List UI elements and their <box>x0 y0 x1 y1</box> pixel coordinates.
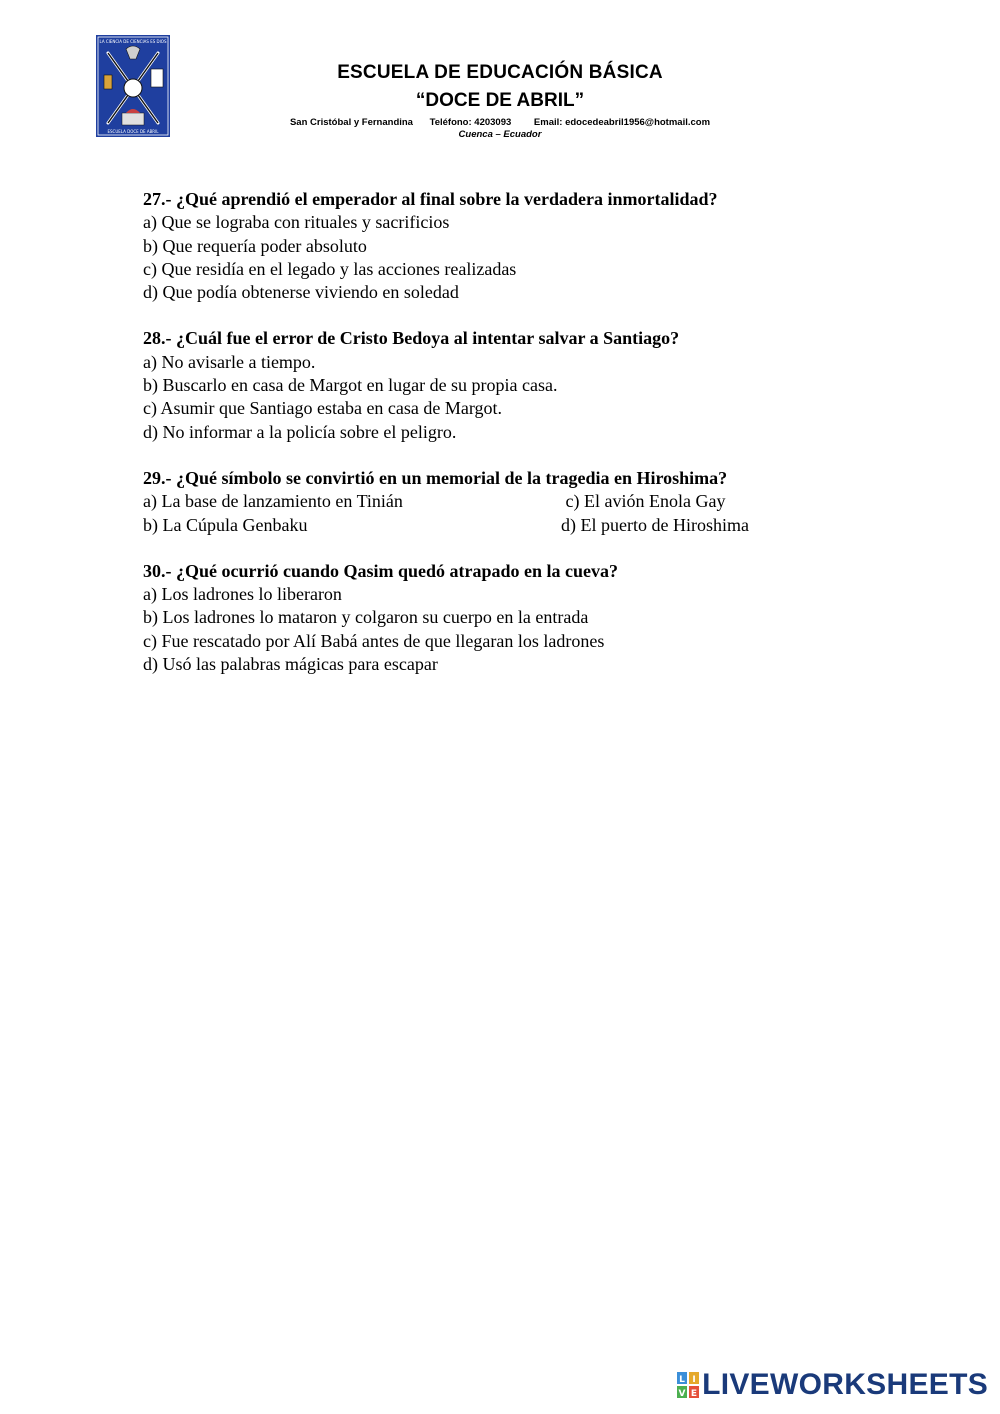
question-text: 27.- ¿Qué aprendió el emperador al final sobre la verdadera inmortalidad? <box>143 189 718 209</box>
city-text: Cuenca – Ecuador <box>458 129 542 140</box>
option-a: a) La base de lanzamiento en Tinián <box>143 491 403 512</box>
option-c: c) Que residía en el legado y las acciones realizadas <box>143 258 517 279</box>
question-30 <box>143 560 863 676</box>
question-text: 28.- ¿Cuál fue el error de Cristo Bedoya al intentar salvar a Santiago? <box>143 328 680 349</box>
school-type-title: ESCUELA DE EDUCACIÓN BÁSICA <box>337 62 663 83</box>
option-b: b) Que requería poder absoluto <box>143 235 367 256</box>
question-text: 30.- ¿Qué ocurrió cuando Qasim quedó atrapado en la cueva? <box>143 560 619 581</box>
liveworksheets-brand[interactable]: LIVEWORKSHEETS <box>702 1368 988 1401</box>
question-29 <box>143 467 863 537</box>
questions-list <box>143 188 863 699</box>
option-c: c) Fue rescatado por Alí Babá antes de que llegaran los ladrones <box>143 630 605 651</box>
badge-letter-e: E <box>691 1389 698 1398</box>
options-row-1 <box>143 490 863 513</box>
badge-letter-i: I <box>692 1375 696 1385</box>
option-c: c) Asumir que Santiago estaba en casa de Margot. <box>143 398 503 419</box>
option-b: b) Buscarlo en casa de Margot en lugar de su propia casa. <box>143 375 558 396</box>
badge-letter-l: L <box>679 1375 685 1385</box>
phone-text: Teléfono: 4203093 <box>429 117 512 128</box>
address-text: San Cristóbal y Fernandina <box>289 117 413 128</box>
option-b: b) La Cúpula Genbaku <box>143 514 308 535</box>
option-b: b) Los ladrones lo mataron y colgaron su cuerpo en la entrada <box>143 607 589 628</box>
school-logo <box>96 35 170 137</box>
liveworksheets-logo-icon <box>677 1372 699 1398</box>
contact-info <box>240 117 760 128</box>
question-text: 29.- ¿Qué símbolo se convirtió en un memorial de la tragedia en Hiroshima? <box>143 467 728 488</box>
option-a: a) Los ladrones lo liberaron <box>143 584 342 605</box>
option-d: d) Usó las palabras mágicas para escapar <box>143 654 438 675</box>
option-d: d) El puerto de Hiroshima <box>561 514 749 535</box>
badge-letter-v: V <box>678 1389 686 1398</box>
option-d: d) Que podía obtenerse viviendo en soledad <box>143 282 459 303</box>
option-a: a) Que se lograba con rituales y sacrificios <box>143 212 450 233</box>
liveworksheets-footer <box>677 1368 988 1402</box>
logo-bottom-text: ESCUELA DOCE DE ABRIL <box>107 129 159 134</box>
email-text: Email: edocedeabril1956@hotmail.com <box>533 117 711 128</box>
option-a: a) No avisarle a tiempo. <box>143 351 316 372</box>
logo-top-text: LA CIENCIA DE CIENCIAS ES DIOS <box>99 39 167 44</box>
question-28 <box>143 327 863 443</box>
school-name-title: “DOCE DE ABRIL” <box>415 90 585 111</box>
option-d: d) No informar a la policía sobre el peligro. <box>143 421 457 442</box>
option-c: c) El avión Enola Gay <box>561 491 726 512</box>
question-27 <box>143 188 863 304</box>
options-row-2 <box>143 514 863 537</box>
